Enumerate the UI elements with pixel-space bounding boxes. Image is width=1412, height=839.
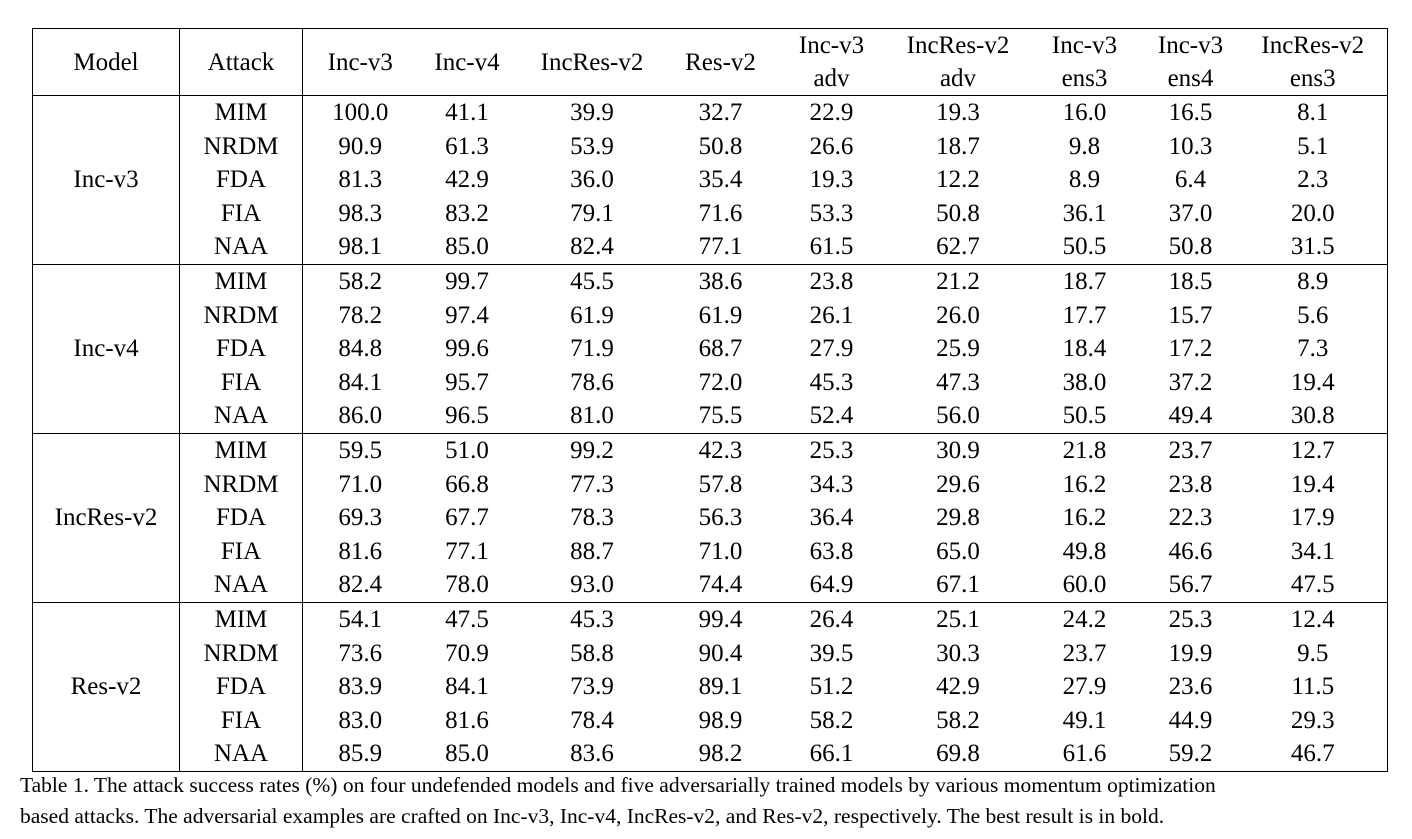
table-row xyxy=(33,197,1388,231)
value-cell: 45.5 xyxy=(517,264,668,298)
value-cell: 30.8 xyxy=(1290,402,1335,430)
value-cell: 56.3 xyxy=(698,504,743,532)
value-cell: 66.1 xyxy=(809,740,854,768)
attack-cell: MIM xyxy=(180,264,303,298)
value-cell: 46.6 xyxy=(1168,537,1213,565)
value-cell: 95.7 xyxy=(445,368,489,396)
value-cell: 89.1 xyxy=(698,673,743,701)
value-cell: 93.0 xyxy=(570,571,614,599)
value-cell: 21.2 xyxy=(890,264,1027,298)
column-header xyxy=(774,29,890,96)
value-cell: 49.1 xyxy=(1062,706,1107,734)
value-cell: 46.7 xyxy=(1290,740,1335,768)
column-header-line2: ens3 xyxy=(1289,65,1336,92)
value-cell: 9.5 xyxy=(1297,639,1329,667)
attack-cell: MIM xyxy=(180,96,303,130)
column-header-line1: IncRes-v2 xyxy=(540,48,644,76)
value-cell: 16.5 xyxy=(1168,99,1213,126)
value-cell: 27.9 xyxy=(1062,673,1107,701)
column-header-line1: IncRes-v2 xyxy=(906,32,1010,59)
table-row xyxy=(33,501,1388,535)
value-cell: 42.9 xyxy=(445,166,489,194)
value-cell: 17.7 xyxy=(1062,301,1107,329)
value-cell: 54.1 xyxy=(303,602,418,636)
value-cell: 38.0 xyxy=(1062,368,1107,396)
value-cell: 90.4 xyxy=(698,639,743,667)
value-cell: 5.1 xyxy=(1297,132,1329,160)
value-cell: 99.6 xyxy=(445,335,489,363)
value-cell: 36.0 xyxy=(570,166,614,194)
value-cell: 100.0 xyxy=(332,99,389,126)
attack-cell: FIA xyxy=(180,197,303,231)
attack-cell: NAA xyxy=(180,737,303,771)
value-cell: 18.7 xyxy=(1027,264,1143,298)
value-cell: 77.3 xyxy=(570,470,614,498)
value-cell: 12.4 xyxy=(1239,602,1388,636)
attack-cell: FDA xyxy=(180,332,303,366)
table-row xyxy=(33,264,1388,298)
table-row xyxy=(33,535,1388,569)
value-cell: 99.2 xyxy=(517,433,668,467)
value-cell: 25.3 xyxy=(1143,602,1239,636)
value-cell: 22.9 xyxy=(809,99,854,126)
value-cell: 61.3 xyxy=(445,132,489,160)
value-cell: 18.5 xyxy=(1143,264,1239,298)
results-table-container xyxy=(32,28,1387,772)
attack-cell: FDA xyxy=(180,670,303,704)
value-cell: 75.5 xyxy=(698,402,743,430)
value-cell: 49.4 xyxy=(1168,402,1213,430)
value-cell: 81.6 xyxy=(445,706,489,734)
attack-cell: NAA xyxy=(180,399,303,433)
column-header-line1: Inc-v3 xyxy=(1051,32,1118,59)
value-cell: 20.0 xyxy=(1290,199,1335,227)
column-header xyxy=(33,29,180,96)
value-cell: 56.0 xyxy=(936,402,980,430)
column-header-line1: Attack xyxy=(207,48,275,76)
value-cell: 61.9 xyxy=(570,301,614,329)
table-row xyxy=(33,568,1388,602)
value-cell: 16.0 xyxy=(1062,99,1107,126)
value-cell: 96.5 xyxy=(445,402,489,430)
value-cell: 49.8 xyxy=(1062,537,1107,565)
column-header-line2: adv xyxy=(939,65,977,92)
value-cell: 23.8 xyxy=(1168,470,1213,498)
value-cell: 47.3 xyxy=(936,368,980,396)
column-header xyxy=(180,29,303,96)
value-cell: 60.0 xyxy=(1062,571,1107,599)
value-cell: 88.7 xyxy=(570,537,614,565)
value-cell: 83.2 xyxy=(445,199,489,227)
value-cell: 71.0 xyxy=(338,470,383,498)
value-cell: 42.9 xyxy=(936,673,980,701)
attack-cell: MIM xyxy=(180,433,303,467)
value-cell: 39.9 xyxy=(570,99,614,126)
value-cell: 69.3 xyxy=(338,504,383,532)
table-body xyxy=(33,96,1388,772)
value-cell: 19.3 xyxy=(936,99,980,126)
value-cell: 26.4 xyxy=(774,602,890,636)
value-cell: 9.8 xyxy=(1068,132,1101,160)
value-cell: 2.3 xyxy=(1297,166,1329,194)
value-cell: 19.4 xyxy=(1290,368,1335,396)
value-cell: 99.7 xyxy=(418,264,517,298)
value-cell: 12.7 xyxy=(1239,433,1388,467)
value-cell: 83.0 xyxy=(338,706,383,734)
value-cell: 63.8 xyxy=(809,537,854,565)
value-cell: 81.6 xyxy=(338,537,383,565)
value-cell: 53.9 xyxy=(570,132,614,160)
value-cell: 5.6 xyxy=(1297,301,1329,329)
table-row xyxy=(33,332,1388,366)
value-cell: 61.5 xyxy=(809,233,854,261)
value-cell: 27.9 xyxy=(809,335,854,363)
value-cell: 71.0 xyxy=(698,537,743,565)
value-cell: 59.2 xyxy=(1168,740,1213,768)
value-cell: 67.1 xyxy=(936,571,980,599)
model-cell: Inc-v3 xyxy=(33,96,180,265)
value-cell: 36.4 xyxy=(809,504,854,532)
column-header-line1: Res-v2 xyxy=(685,48,756,76)
value-cell: 23.7 xyxy=(1062,639,1107,667)
value-cell: 11.5 xyxy=(1291,673,1335,701)
value-cell: 31.5 xyxy=(1290,233,1335,261)
value-cell: 12.2 xyxy=(936,166,980,194)
table-row xyxy=(33,704,1388,738)
value-cell: 99.4 xyxy=(668,602,774,636)
column-header-line1: Inc-v3 xyxy=(1157,32,1224,59)
value-cell: 36.1 xyxy=(1062,199,1107,227)
column-header xyxy=(668,29,774,96)
model-cell: Inc-v4 xyxy=(33,264,180,433)
value-cell: 45.3 xyxy=(809,368,854,396)
value-cell: 18.7 xyxy=(936,132,980,160)
value-cell: 78.2 xyxy=(338,301,383,329)
value-cell: 26.0 xyxy=(936,301,980,329)
value-cell: 42.3 xyxy=(668,433,774,467)
value-cell: 85.9 xyxy=(338,740,383,768)
value-cell: 30.9 xyxy=(890,433,1027,467)
column-header xyxy=(1143,29,1239,96)
value-cell: 16.2 xyxy=(1062,470,1107,498)
value-cell: 97.4 xyxy=(445,301,489,329)
value-cell: 16.2 xyxy=(1062,504,1107,532)
value-cell: 52.4 xyxy=(809,402,854,430)
table-row xyxy=(33,637,1388,671)
value-cell: 25.3 xyxy=(774,433,890,467)
value-cell: 64.9 xyxy=(809,571,854,599)
value-cell: 30.3 xyxy=(936,639,980,667)
value-cell: 37.0 xyxy=(1168,199,1213,227)
value-cell: 58.2 xyxy=(936,706,980,734)
table-caption xyxy=(20,770,1410,832)
table-row xyxy=(33,366,1388,400)
value-cell: 58.8 xyxy=(570,639,614,667)
value-cell: 50.8 xyxy=(698,132,743,160)
column-header xyxy=(517,29,668,96)
value-cell: 78.0 xyxy=(445,571,489,599)
value-cell: 61.6 xyxy=(1062,740,1107,768)
value-cell: 73.9 xyxy=(570,673,614,701)
value-cell: 66.8 xyxy=(445,470,489,498)
attack-cell: NRDM xyxy=(180,130,303,164)
value-cell: 78.6 xyxy=(570,368,614,396)
value-cell: 19.4 xyxy=(1290,470,1335,498)
column-header xyxy=(418,29,517,96)
attack-cell: NAA xyxy=(180,230,303,264)
column-header xyxy=(1239,29,1388,96)
column-header xyxy=(890,29,1027,96)
attack-success-table xyxy=(32,28,1388,772)
table-row xyxy=(33,299,1388,333)
value-cell: 85.0 xyxy=(445,233,489,261)
value-cell: 39.5 xyxy=(809,639,854,667)
value-cell: 19.9 xyxy=(1168,639,1213,667)
value-cell: 25.9 xyxy=(936,335,980,363)
value-cell: 85.0 xyxy=(445,740,489,768)
attack-cell: FDA xyxy=(180,163,303,197)
value-cell: 84.1 xyxy=(338,368,383,396)
value-cell: 7.3 xyxy=(1297,335,1329,363)
attack-cell: NRDM xyxy=(180,299,303,333)
value-cell: 18.4 xyxy=(1062,335,1107,363)
value-cell: 53.3 xyxy=(809,199,854,227)
column-header-line1: Inc-v4 xyxy=(434,48,500,76)
value-cell: 98.1 xyxy=(338,233,383,261)
value-cell: 69.8 xyxy=(936,740,980,768)
value-cell: 73.6 xyxy=(338,639,383,667)
value-cell: 8.1 xyxy=(1297,99,1329,126)
value-cell: 78.3 xyxy=(570,504,614,532)
attack-cell: NRDM xyxy=(180,637,303,671)
value-cell: 82.4 xyxy=(338,571,383,599)
attack-cell: NAA xyxy=(180,568,303,602)
table-row xyxy=(33,130,1388,164)
value-cell: 98.9 xyxy=(698,706,743,734)
value-cell: 79.1 xyxy=(570,199,614,227)
value-cell: 57.8 xyxy=(698,470,743,498)
value-cell: 32.7 xyxy=(698,99,743,126)
column-header-line2: adv xyxy=(813,65,850,92)
caption-line-1: Table 1. The attack success rates (%) on four undefended models and five adversarially trained models by various momentum optimization xyxy=(20,773,1216,797)
value-cell: 74.4 xyxy=(698,571,743,599)
value-cell: 45.3 xyxy=(517,602,668,636)
value-cell: 17.9 xyxy=(1290,504,1335,532)
table-row xyxy=(33,737,1388,771)
value-cell: 34.1 xyxy=(1290,537,1335,565)
value-cell: 82.4 xyxy=(570,233,614,261)
model-cell: IncRes-v2 xyxy=(33,433,180,602)
attack-cell: NRDM xyxy=(180,468,303,502)
column-header-line2: ens4 xyxy=(1167,65,1214,92)
value-cell: 78.4 xyxy=(570,706,614,734)
value-cell: 50.5 xyxy=(1062,233,1107,261)
value-cell: 26.1 xyxy=(809,301,854,329)
value-cell: 35.4 xyxy=(698,166,743,194)
value-cell: 10.3 xyxy=(1168,132,1213,160)
value-cell: 23.7 xyxy=(1143,433,1239,467)
table-row xyxy=(33,468,1388,502)
column-header xyxy=(1027,29,1143,96)
value-cell: 25.1 xyxy=(890,602,1027,636)
table-row xyxy=(33,602,1388,636)
value-cell: 51.2 xyxy=(809,673,854,701)
value-cell: 83.9 xyxy=(338,673,383,701)
value-cell: 50.8 xyxy=(1168,233,1213,261)
table-row xyxy=(33,399,1388,433)
value-cell: 6.4 xyxy=(1174,166,1207,194)
value-cell: 41.1 xyxy=(445,99,489,126)
value-cell: 72.0 xyxy=(698,368,743,396)
value-cell: 98.2 xyxy=(698,740,743,768)
value-cell: 98.3 xyxy=(338,199,383,227)
value-cell: 65.0 xyxy=(936,537,980,565)
model-cell: Res-v2 xyxy=(33,602,180,771)
value-cell: 26.6 xyxy=(809,132,854,160)
value-cell: 56.7 xyxy=(1168,571,1213,599)
column-header-line1: Model xyxy=(73,48,139,76)
value-cell: 71.9 xyxy=(570,335,614,363)
value-cell: 81.3 xyxy=(338,166,383,194)
value-cell: 58.2 xyxy=(303,264,418,298)
value-cell: 84.1 xyxy=(445,673,489,701)
value-cell: 67.7 xyxy=(445,504,489,532)
table-header-row xyxy=(33,29,1388,96)
value-cell: 22.3 xyxy=(1168,504,1213,532)
attack-cell: FDA xyxy=(180,501,303,535)
value-cell: 24.2 xyxy=(1027,602,1143,636)
column-header xyxy=(303,29,418,96)
value-cell: 58.2 xyxy=(809,706,854,734)
value-cell: 84.8 xyxy=(338,335,383,363)
value-cell: 83.6 xyxy=(570,740,614,768)
attack-cell: FIA xyxy=(180,704,303,738)
value-cell: 59.5 xyxy=(303,433,418,467)
value-cell: 29.3 xyxy=(1290,706,1335,734)
value-cell: 21.8 xyxy=(1027,433,1143,467)
value-cell: 23.6 xyxy=(1168,673,1213,701)
value-cell: 29.8 xyxy=(936,504,980,532)
value-cell: 37.2 xyxy=(1168,368,1213,396)
table-row xyxy=(33,96,1388,130)
value-cell: 81.0 xyxy=(570,402,614,430)
value-cell: 8.9 xyxy=(1068,166,1101,194)
value-cell: 47.5 xyxy=(418,602,517,636)
column-header-line1: Inc-v3 xyxy=(327,48,393,76)
column-header-line1: IncRes-v2 xyxy=(1261,32,1365,59)
value-cell: 34.3 xyxy=(809,470,854,498)
column-header-line2: ens3 xyxy=(1061,65,1108,92)
value-cell: 77.1 xyxy=(445,537,489,565)
table-row xyxy=(33,433,1388,467)
value-cell: 19.3 xyxy=(809,166,854,194)
value-cell: 86.0 xyxy=(338,402,383,430)
value-cell: 50.8 xyxy=(936,199,980,227)
value-cell: 61.9 xyxy=(698,301,743,329)
attack-cell: MIM xyxy=(180,602,303,636)
caption-line-2: based attacks. The adversarial examples are crafted on Inc-v3, Inc-v4, IncRes-v2, and Res-v2, respectively. The best result is in bold. xyxy=(20,804,1165,828)
value-cell: 47.5 xyxy=(1290,571,1335,599)
table-row xyxy=(33,230,1388,264)
attack-cell: FIA xyxy=(180,535,303,569)
value-cell: 8.9 xyxy=(1239,264,1388,298)
value-cell: 15.7 xyxy=(1168,301,1213,329)
value-cell: 51.0 xyxy=(418,433,517,467)
value-cell: 71.6 xyxy=(698,199,743,227)
value-cell: 23.8 xyxy=(774,264,890,298)
table-row xyxy=(33,163,1388,197)
value-cell: 70.9 xyxy=(445,639,489,667)
value-cell: 68.7 xyxy=(698,335,743,363)
value-cell: 44.9 xyxy=(1168,706,1213,734)
value-cell: 62.7 xyxy=(936,233,980,261)
attack-cell: FIA xyxy=(180,366,303,400)
value-cell: 38.6 xyxy=(668,264,774,298)
value-cell: 29.6 xyxy=(936,470,980,498)
value-cell: 50.5 xyxy=(1062,402,1107,430)
value-cell: 17.2 xyxy=(1168,335,1213,363)
column-header-line1: Inc-v3 xyxy=(798,32,865,59)
table-row xyxy=(33,670,1388,704)
value-cell: 90.9 xyxy=(338,132,383,160)
value-cell: 77.1 xyxy=(698,233,743,261)
